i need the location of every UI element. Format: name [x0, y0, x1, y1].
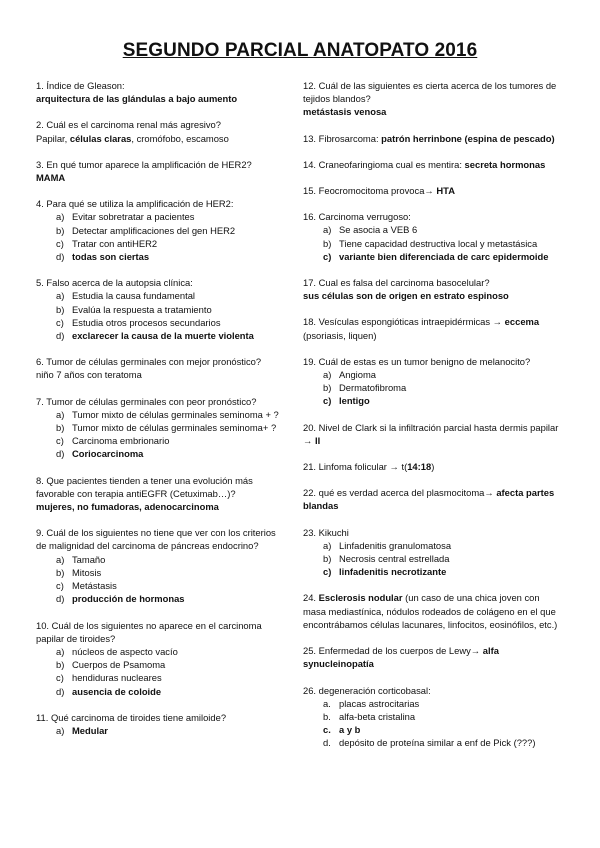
option-letter: b) [323, 237, 332, 249]
option-letter: d. [323, 737, 331, 749]
option-text: Carcinoma embrionario [72, 435, 170, 447]
option-text: Tamaño [72, 553, 106, 565]
question-18 [303, 315, 565, 341]
question-text: (un caso de una chica joven con masa mediastínica, nódulos rodeados de colágeno en el que encontrábamos células lacunares, linfocitos, eosinófilos, etc.) [303, 592, 558, 630]
option-text: Tumor mixto de células germinales seminoma + ? [72, 408, 279, 420]
option-c [36, 316, 286, 329]
option-letter: c) [56, 435, 64, 447]
question-17 [303, 276, 565, 302]
option-letter: a) [56, 408, 65, 420]
answer-text: II [314, 434, 321, 446]
option-b [36, 566, 286, 579]
option-letter: b) [323, 382, 332, 394]
answer-text: sus células son de origen en estrato espinoso [303, 290, 509, 302]
option-text-correct: todas son ciertas [72, 251, 150, 263]
answer-line [36, 132, 286, 145]
option-text-correct: variante bien diferenciada de carc epidermoide [339, 250, 549, 262]
option-letter: a) [56, 290, 65, 302]
question-text: 5. Falso acerca de la autopsia clínica: [36, 277, 193, 289]
option-letter: c) [323, 250, 332, 262]
question-24 [303, 591, 565, 631]
page-title: SEGUNDO PARCIAL ANATOPATO 2016 [122, 40, 478, 61]
option-a [303, 368, 565, 381]
option-letter: b) [56, 422, 65, 434]
question-text: 8. Que pacientes tienden a tener una evolución más favorable con terapia antiEGFR (Cetuximab…)? [36, 474, 253, 499]
option-d [36, 447, 286, 460]
question-text: 21. Linfoma folicular → t( [303, 461, 408, 473]
question-text: 4. Para qué se utiliza la amplificación de HER2: [36, 198, 234, 210]
option-text: Detectar amplificaciones del gen HER2 [72, 224, 236, 236]
option-letter: c) [56, 672, 64, 684]
question-text: 20. Nivel de Clark si la infiltración parcial hasta dermis papilar → [303, 421, 559, 446]
option-a [303, 223, 565, 236]
option-letter: a) [56, 724, 65, 736]
option-letter: d) [56, 330, 65, 342]
question-text: 26. degeneración corticobasal: [303, 684, 431, 696]
option-a [36, 553, 286, 566]
option-list [36, 645, 286, 698]
option-text-correct: lentigo [339, 395, 370, 407]
option-text: Necrosis central estrellada [339, 553, 450, 565]
answer-text: metástasis venosa [303, 106, 387, 118]
option-b [36, 421, 286, 434]
option-text: Tumor mixto de células germinales seminoma+ ? [72, 422, 277, 434]
option-text: Estudia otros procesos secundarios [72, 316, 221, 328]
question-text: 12. Cuál de las siguientes es cierta acerca de los tumores de tejidos blandos? [303, 80, 557, 105]
option-text-correct: linfadenitis necrotizante [339, 566, 447, 578]
option-text: Evitar sobretratar a pacientes [72, 211, 195, 223]
question-6 [36, 355, 286, 381]
option-b [303, 237, 565, 250]
option-text: hendiduras nucleares [72, 672, 162, 684]
question-21 [303, 460, 565, 473]
question-text: 22. qué es verdad acerca del plasmocitoma→ [303, 487, 497, 499]
question-text: 7. Tumor de células germinales con peor pronóstico? [36, 395, 257, 407]
option-letter: b) [56, 224, 65, 236]
option-text: alfa-beta cristalina [339, 710, 416, 722]
question-line [303, 158, 565, 171]
option-d [36, 592, 286, 605]
answer-text: secreta hormonas [464, 158, 546, 170]
option-letter: d) [56, 593, 65, 605]
answer-text: afecta partes blandas [303, 487, 555, 512]
option-a [303, 697, 565, 710]
option-d [36, 329, 286, 342]
option-letter: b) [56, 566, 65, 578]
option-letter: d) [56, 448, 65, 460]
option-letter: b) [56, 659, 65, 671]
answer-part: Papilar, [36, 132, 70, 144]
option-list [36, 553, 286, 606]
option-c [36, 237, 286, 250]
question-line [303, 591, 565, 631]
option-text: Tiene capacidad destructiva local y metastásica [339, 237, 538, 249]
option-c [303, 394, 565, 407]
answer-text: Esclerosis nodular [318, 592, 403, 604]
question-text: 1. Índice de Gleason: [36, 80, 125, 91]
option-c [303, 250, 565, 263]
option-letter: c) [56, 237, 64, 249]
question-line [303, 644, 565, 670]
question-line [303, 184, 565, 197]
question-text: 17. Cual es falsa del carcinoma basocelular? [303, 277, 490, 289]
option-letter: a) [323, 224, 332, 236]
question-text: 2. Cuál es el carcinoma renal más agresivo? [36, 119, 221, 131]
question-text: 10. Cuál de los siguientes no aparece en el carcinoma papilar de tiroides? [36, 619, 262, 644]
option-text: Se asocia a VEB 6 [339, 224, 418, 236]
question-5 [36, 276, 286, 342]
answer-text: niño 7 años con teratoma [36, 369, 142, 381]
option-b [303, 552, 565, 565]
option-c [36, 579, 286, 592]
option-letter: c) [323, 566, 332, 578]
option-text-correct: a y b [339, 724, 361, 736]
question-2 [36, 118, 286, 144]
question-line [303, 460, 565, 473]
question-line [303, 486, 565, 512]
question-11 [36, 711, 286, 737]
option-list [303, 368, 565, 408]
answer-text: alfa synucleinopatía [303, 645, 499, 670]
option-text-correct: Medular [72, 724, 108, 736]
option-list [303, 697, 565, 750]
option-a [36, 645, 286, 658]
option-b [36, 224, 286, 237]
question-15 [303, 184, 565, 197]
question-22 [303, 486, 565, 512]
answer-text: mujeres, no fumadoras, adenocarcinoma [36, 501, 219, 513]
question-text: 11. Qué carcinoma de tiroides tiene amiloide? [36, 711, 227, 723]
option-text: Mitosis [72, 566, 102, 578]
question-text: 14. Craneofaringioma cual es mentira: [303, 158, 465, 170]
question-text: ) [431, 461, 435, 473]
question-text: 25. Enfermedad de los cuerpos de Lewy→ [303, 645, 483, 657]
option-letter: a) [56, 553, 65, 565]
option-c [36, 671, 286, 684]
option-c [36, 434, 286, 447]
question-text: 18. Vesículas espongióticas intraepidérmicas → [303, 316, 505, 328]
question-line [303, 421, 565, 447]
option-letter: a) [56, 645, 65, 657]
question-text: 15. Feocromocitoma provoca→ [303, 185, 437, 197]
option-a [303, 539, 565, 552]
answer-text: MAMA [36, 172, 66, 184]
option-c [303, 565, 565, 578]
option-text: Tratar con antiHER2 [72, 237, 158, 249]
question-text: 3. En qué tumor aparece la amplificación de HER2? [36, 158, 252, 170]
option-list [36, 724, 286, 737]
answer-text: patrón herrinbone (espina de pescado) [381, 132, 555, 144]
option-text: Evalúa la respuesta a tratamiento [72, 303, 212, 315]
option-letter: d) [56, 251, 65, 263]
option-text: depósito de proteína similar a enf de Pick (???) [339, 737, 536, 749]
option-letter: b) [323, 553, 332, 565]
question-14 [303, 158, 565, 171]
option-letter: a) [56, 211, 65, 223]
option-b [303, 381, 565, 394]
question-20 [303, 421, 565, 447]
option-c [303, 723, 565, 736]
question-7 [36, 395, 286, 461]
option-d [36, 685, 286, 698]
question-25 [303, 644, 565, 670]
question-8 [36, 474, 286, 514]
question-10 [36, 619, 286, 698]
question-line [303, 315, 565, 341]
question-line [303, 132, 565, 145]
option-a [36, 289, 286, 302]
question-3 [36, 158, 286, 184]
option-text-correct: Coriocarcinoma [72, 448, 144, 460]
question-text: 23. Kikuchi [303, 526, 349, 538]
option-list [36, 289, 286, 342]
question-text: 16. Carcinoma verrugoso: [303, 211, 411, 223]
right-column [303, 79, 565, 750]
question-23 [303, 526, 565, 579]
option-text: núcleos de aspecto vacío [72, 645, 178, 657]
option-text-correct: ausencia de coloide [72, 685, 162, 697]
question-26 [303, 684, 565, 750]
option-letter: b) [56, 303, 65, 315]
option-text: Dermatofibroma [339, 382, 407, 394]
option-list [36, 408, 286, 461]
option-a [36, 408, 286, 421]
option-letter: a) [323, 539, 332, 551]
answer-part: , cromófobo, escamoso [131, 132, 229, 144]
question-number: 24. [303, 592, 319, 604]
question-text: 9. Cuál de los siguientes no tiene que ver con los criterios de malignidad del carcinoma de páncreas endocrino? [36, 527, 276, 552]
option-letter: c) [56, 316, 64, 328]
option-b [36, 658, 286, 671]
option-letter: a) [323, 369, 332, 381]
option-a [36, 210, 286, 223]
option-text-correct: producción de hormonas [72, 593, 185, 605]
option-letter: c) [323, 395, 332, 407]
option-text: Cuerpos de Psamoma [72, 659, 166, 671]
option-d [36, 250, 286, 263]
answer-text: 14:18 [407, 461, 432, 473]
question-13 [303, 132, 565, 145]
option-letter: c) [56, 580, 64, 592]
left-column [36, 79, 286, 737]
option-b [303, 710, 565, 723]
question-12 [303, 79, 565, 119]
option-letter: b. [323, 710, 331, 722]
option-list [36, 210, 286, 263]
question-text: 13. Fibrosarcoma: [303, 132, 382, 144]
question-1 [36, 79, 286, 105]
answer-text: arquitectura de las glándulas a bajo aumento [36, 93, 238, 105]
option-b [36, 303, 286, 316]
option-text: Linfadenitis granulomatosa [339, 539, 452, 551]
answer-highlight: células claras [69, 132, 132, 144]
option-d [303, 736, 565, 749]
answer-text: HTA [436, 185, 455, 197]
answer-text: eccema [504, 316, 540, 328]
option-list [303, 539, 565, 579]
option-text: Estudia la causa fundamental [72, 290, 195, 302]
option-text-correct: exclarecer la causa de la muerte violenta [72, 330, 254, 342]
question-4 [36, 197, 286, 263]
option-text: placas astrocitarias [339, 697, 420, 709]
option-text: Metástasis [72, 580, 117, 592]
option-a [36, 724, 286, 737]
option-text: Angioma [339, 369, 377, 381]
question-16 [303, 210, 565, 263]
question-text: (psoriasis, liquen) [303, 329, 377, 341]
question-19 [303, 355, 565, 408]
option-list [303, 223, 565, 263]
option-letter: a. [323, 697, 331, 709]
option-letter: c. [323, 724, 331, 736]
option-letter: d) [56, 685, 65, 697]
question-9 [36, 526, 286, 605]
question-text: 19. Cuál de estas es un tumor benigno de melanocito? [303, 355, 531, 367]
question-text: 6. Tumor de células germinales con mejor pronóstico? [36, 356, 262, 368]
